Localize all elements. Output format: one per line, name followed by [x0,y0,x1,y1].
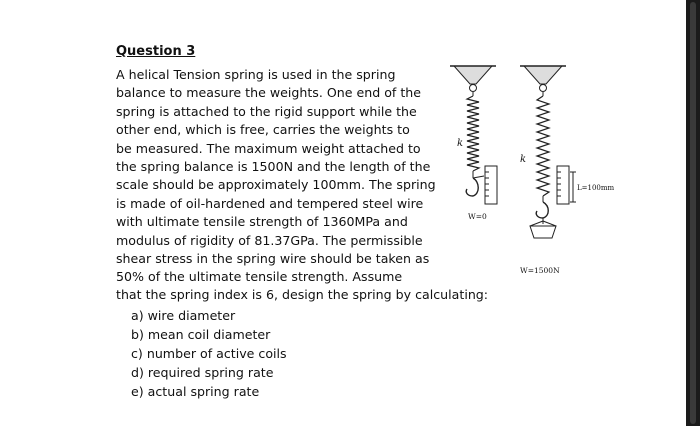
question-body [116,66,436,287]
right-support [524,66,562,84]
right-spring-coil [537,96,549,196]
length-label: L=100mm [577,184,615,192]
body-line: other end, which is free, carries the weights to [116,122,410,138]
left-weight-label: W=0 [468,212,487,221]
body-line: be measured. The maximum weight attached to [116,140,421,156]
body-line: balance to measure the weights. One end of the [116,85,422,101]
right-spring-label: k [520,154,527,165]
right-weight-label: W=1500N [520,266,560,275]
left-spring-coil [467,96,479,171]
weight-pan [530,226,556,238]
left-spring-label: k [457,138,464,149]
option-d: d) required spring rate [131,365,274,380]
options-list [131,306,287,401]
left-spring-balance [450,66,497,204]
scrollbar-thumb[interactable] [690,2,696,424]
option-b: b) mean coil diameter [131,327,271,342]
body-line: spring is attached to the rigid support while the [116,103,417,119]
left-hook [466,178,478,196]
right-hook [536,202,548,218]
option-a: a) wire diameter [131,308,236,323]
left-support [454,66,492,84]
body-line: modulus of rigidity of 81.37GPa. The permissible [116,232,423,248]
body-line: with ultimate tensile strength of 1360MPa and [116,214,408,230]
option-c: c) number of active coils [131,346,287,361]
option-e: e) actual spring rate [131,384,260,399]
body-line: is made of oil-hardened and tempered steel wire [116,195,424,211]
right-spring-balance [520,66,576,238]
scrollbar[interactable] [686,0,700,426]
body-tail-line: that the spring index is 6, design the spring by calculating: [116,287,489,302]
body-line: 50% of the ultimate tensile strength. Assume [116,269,403,285]
spring-balance-figure [440,56,620,286]
body-line: A helical Tension spring is used in the spring [116,67,396,82]
body-line: the spring balance is 1500N and the length of the [116,159,431,175]
body-line: scale should be approximately 100mm. The spring [116,177,436,193]
body-line: shear stress in the spring wire should be taken as [116,251,430,267]
question-title: Question 3 [116,44,196,59]
